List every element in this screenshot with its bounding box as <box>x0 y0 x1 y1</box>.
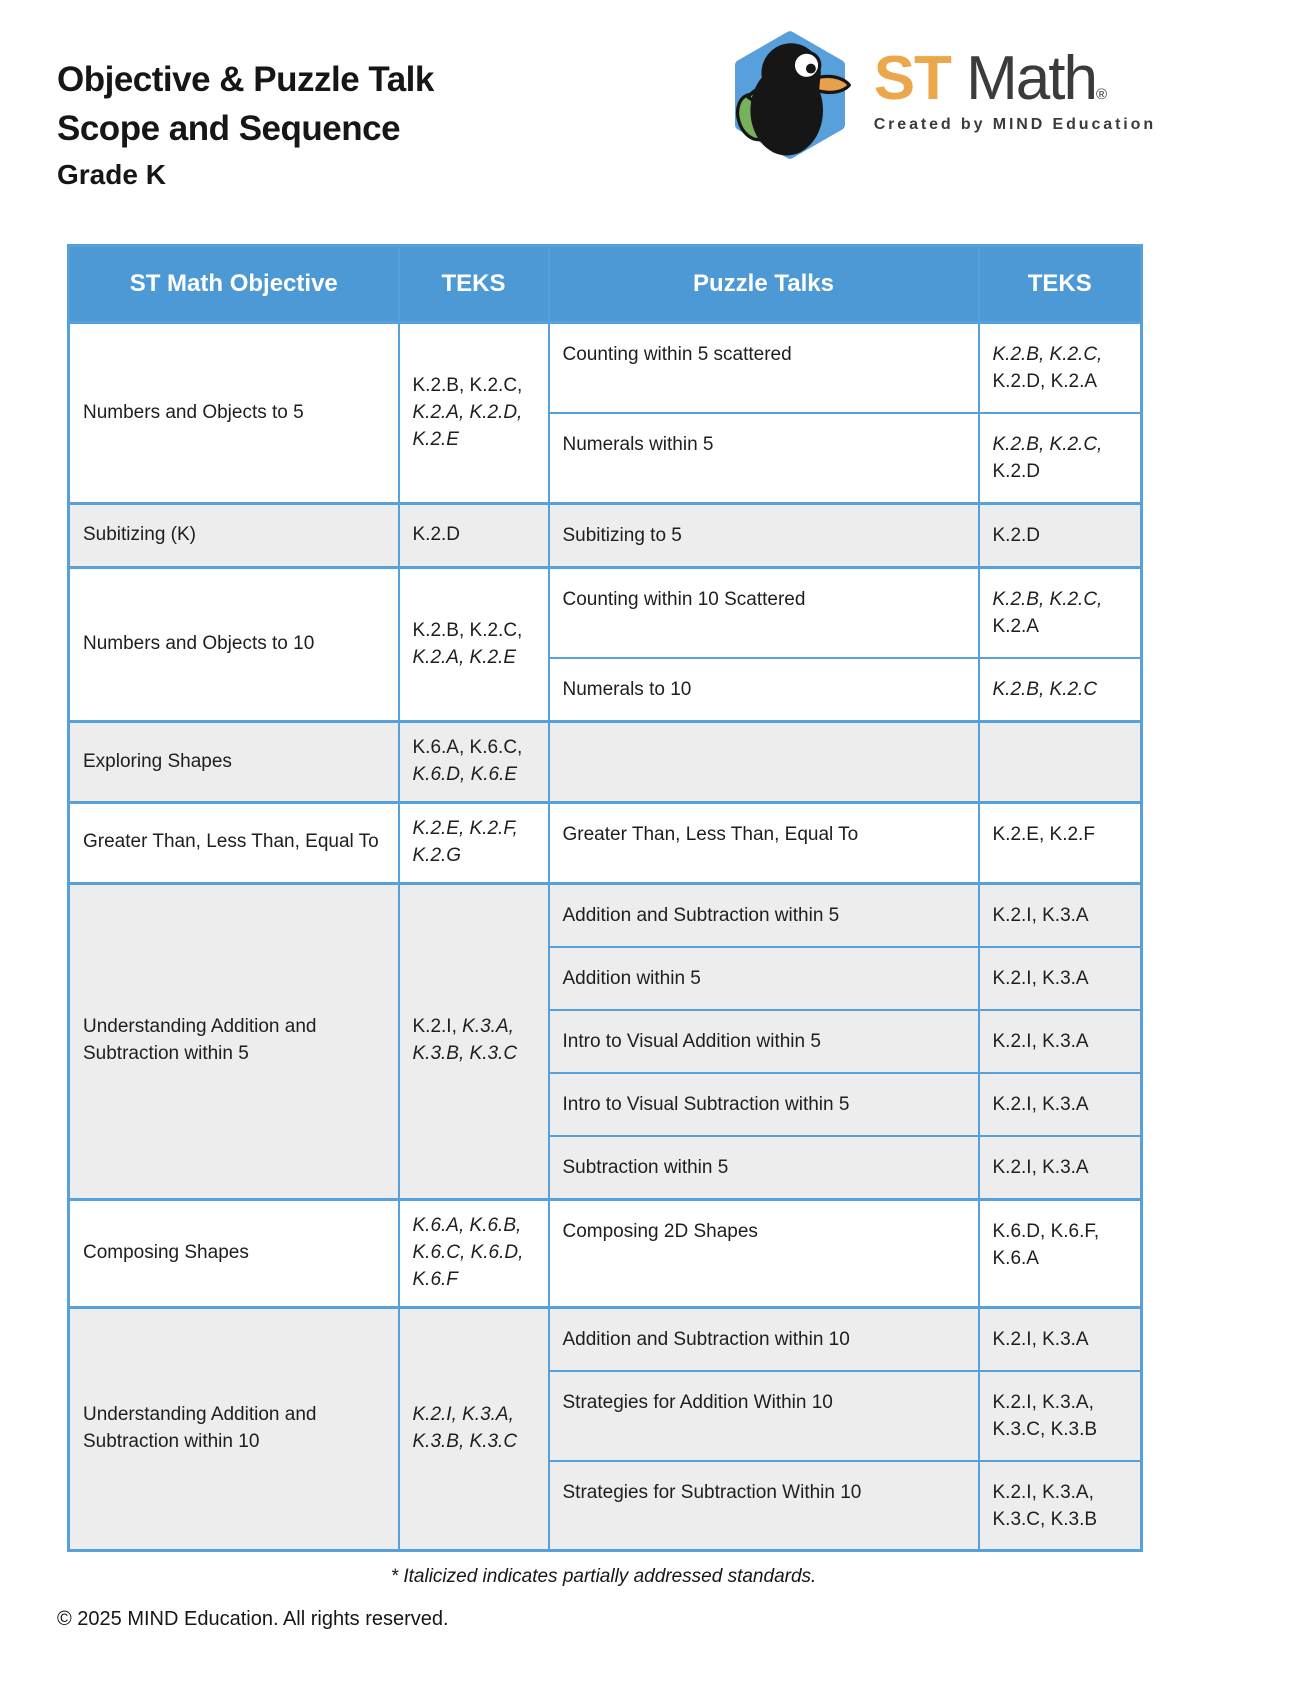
teks-segment: K.2.I, K.3.A <box>992 1093 1089 1115</box>
teks-segment: K.2.B, K.2.C, <box>992 344 1103 366</box>
puzzle-teks-cell <box>979 1307 1142 1370</box>
teks-segment: K.2.I, K.3.A, K.3.C, K.3.B <box>992 1481 1098 1530</box>
table-row <box>69 323 1142 413</box>
objective-cell: Numbers and Objects to 10 <box>69 568 399 722</box>
column-header-teks-objective: TEKS <box>399 246 549 323</box>
objective-cell: Subitizing (K) <box>69 504 399 568</box>
table-row <box>69 1199 1142 1307</box>
puzzle-teks-cell <box>979 504 1142 568</box>
puzzle-teks-cell <box>979 883 1142 946</box>
page-title-line2: Scope and Sequence <box>57 109 401 148</box>
objective-teks-cell <box>399 504 549 568</box>
teks-segment: K.2.D <box>412 524 461 546</box>
italics-footnote: * Italicized indicates partially addressed standards. <box>390 1566 817 1588</box>
scope-and-sequence-table <box>67 244 1143 1552</box>
puzzle-talk-cell <box>549 722 979 803</box>
puzzle-talk-cell: Strategies for Addition Within 10 <box>549 1371 979 1461</box>
table-row <box>69 1307 1142 1370</box>
table-row <box>69 504 1142 568</box>
puzzle-teks-cell <box>979 413 1142 503</box>
objective-cell: Greater Than, Less Than, Equal To <box>69 802 399 883</box>
objective-cell: Exploring Shapes <box>69 722 399 803</box>
puzzle-talk-cell: Addition within 5 <box>549 947 979 1010</box>
puzzle-talk-cell: Numerals within 5 <box>549 413 979 503</box>
objective-teks-cell <box>399 1199 549 1307</box>
puzzle-teks-cell <box>979 323 1142 413</box>
objective-teks-cell <box>399 883 549 1199</box>
puzzle-teks-cell <box>979 1461 1142 1551</box>
registered-mark: ® <box>1096 86 1108 103</box>
teks-segment: K.2.D <box>992 525 1041 547</box>
table-row <box>69 722 1142 803</box>
teks-segment: K.2.B, K.2.C, <box>992 434 1103 456</box>
brand-wordmark <box>874 45 1156 113</box>
teks-segment: K.2.B, K.2.C, <box>992 589 1103 611</box>
teks-segment: K.2.I, K.3.A <box>992 967 1089 989</box>
objective-teks-cell <box>399 722 549 803</box>
grade-label: Grade K <box>57 159 166 190</box>
puzzle-teks-cell <box>979 1136 1142 1199</box>
puzzle-talk-cell: Counting within 10 Scattered <box>549 568 979 658</box>
teks-segment: K.2.B, K.2.C, <box>412 619 523 641</box>
brand-tagline: Created by MIND Education <box>873 116 1156 134</box>
logo-text <box>874 29 1156 161</box>
teks-segment: K.2.E, K.2.F, K.2.G <box>412 817 518 866</box>
title-block <box>57 55 434 194</box>
table-row <box>69 802 1142 883</box>
puzzle-talk-cell: Intro to Visual Subtraction within 5 <box>549 1073 979 1136</box>
puzzle-teks-cell <box>979 1010 1142 1073</box>
teks-segment: K.2.E, K.2.F <box>992 823 1095 845</box>
teks-segment: K.2.A, K.2.D, K.2.E <box>412 401 523 450</box>
teks-segment: K.3.A, K.3.B, K.3.C <box>412 1016 518 1065</box>
teks-segment: K.2.I, <box>412 1016 463 1038</box>
objective-cell: Composing Shapes <box>69 1199 399 1307</box>
teks-segment: K.2.A, K.2.E <box>412 646 516 668</box>
scope-table-body <box>69 323 1142 1551</box>
teks-segment: K.2.I, K.3.A <box>992 904 1089 926</box>
copyright-notice: © 2025 MIND Education. All rights reserved. <box>57 1608 449 1630</box>
puzzle-teks-cell <box>979 658 1142 721</box>
puzzle-teks-cell <box>979 802 1142 883</box>
objective-cell: Understanding Addition and Subtraction within 5 <box>69 883 399 1199</box>
page-header <box>0 0 1298 194</box>
table-row <box>69 883 1142 946</box>
column-header-teks-puzzle: TEKS <box>979 246 1142 323</box>
objective-cell: Understanding Addition and Subtraction within 10 <box>69 1307 399 1551</box>
puzzle-talk-cell: Subtraction within 5 <box>549 1136 979 1199</box>
teks-segment: K.2.D, K.2.A <box>992 371 1098 393</box>
table-row <box>69 568 1142 658</box>
puzzle-talk-cell: Intro to Visual Addition within 5 <box>549 1010 979 1073</box>
puzzle-teks-cell <box>979 568 1142 658</box>
table-header-row <box>69 246 1142 323</box>
puzzle-talk-cell: Addition and Subtraction within 5 <box>549 883 979 946</box>
puzzle-teks-cell <box>979 1371 1142 1461</box>
teks-segment: K.2.A <box>992 616 1039 638</box>
objective-cell: Numbers and Objects to 5 <box>69 323 399 504</box>
teks-segment: K.2.I, K.3.A, K.3.C, K.3.B <box>992 1391 1098 1440</box>
puzzle-talk-cell: Strategies for Subtraction Within 10 <box>549 1461 979 1551</box>
teks-segment: K.2.I, K.3.A <box>992 1156 1089 1178</box>
objective-teks-cell <box>399 323 549 504</box>
page-title-line1: Objective & Puzzle Talk <box>57 60 434 99</box>
teks-segment: K.6.D, K.6.E <box>412 763 518 785</box>
jiji-penguin-logo-icon <box>724 29 856 161</box>
objective-teks-cell <box>399 802 549 883</box>
teks-segment: K.6.A, K.6.C, <box>412 737 523 759</box>
brand-math <box>951 44 966 113</box>
puzzle-teks-cell <box>979 722 1142 803</box>
puzzle-talk-cell: Greater Than, Less Than, Equal To <box>549 802 979 883</box>
puzzle-teks-cell <box>979 947 1142 1010</box>
objective-teks-cell <box>399 1307 549 1551</box>
puzzle-talk-cell: Counting within 5 scattered <box>549 323 979 413</box>
brand-math-word: Math <box>966 44 1096 113</box>
puzzle-talk-cell: Addition and Subtraction within 10 <box>549 1307 979 1370</box>
teks-segment: K.6.A, K.6.B, K.6.C, K.6.D, K.6.F <box>412 1214 524 1290</box>
st-math-logo <box>724 29 1156 161</box>
brand-st: ST <box>873 44 951 113</box>
puzzle-teks-cell <box>979 1199 1142 1307</box>
puzzle-teks-cell <box>979 1073 1142 1136</box>
column-header-st-math-objective: ST Math Objective <box>69 246 399 323</box>
puzzle-talk-cell: Subitizing to 5 <box>549 504 979 568</box>
scope-table-wrap <box>67 244 1140 1552</box>
teks-segment: K.2.I, K.3.A, K.3.B, K.3.C <box>412 1404 518 1453</box>
puzzle-talk-cell: Numerals to 10 <box>549 658 979 721</box>
teks-segment: K.2.B, K.2.C <box>992 679 1098 701</box>
objective-teks-cell <box>399 568 549 722</box>
teks-segment: K.2.D <box>992 461 1041 483</box>
column-header-puzzle-talks: Puzzle Talks <box>549 246 979 323</box>
teks-segment: K.2.I, K.3.A <box>992 1328 1089 1350</box>
teks-segment: K.6.D, K.6.F, K.6.A <box>992 1220 1100 1269</box>
puzzle-talk-cell: Composing 2D Shapes <box>549 1199 979 1307</box>
teks-segment: K.2.B, K.2.C, <box>412 374 523 396</box>
teks-segment: K.2.I, K.3.A <box>992 1030 1089 1052</box>
